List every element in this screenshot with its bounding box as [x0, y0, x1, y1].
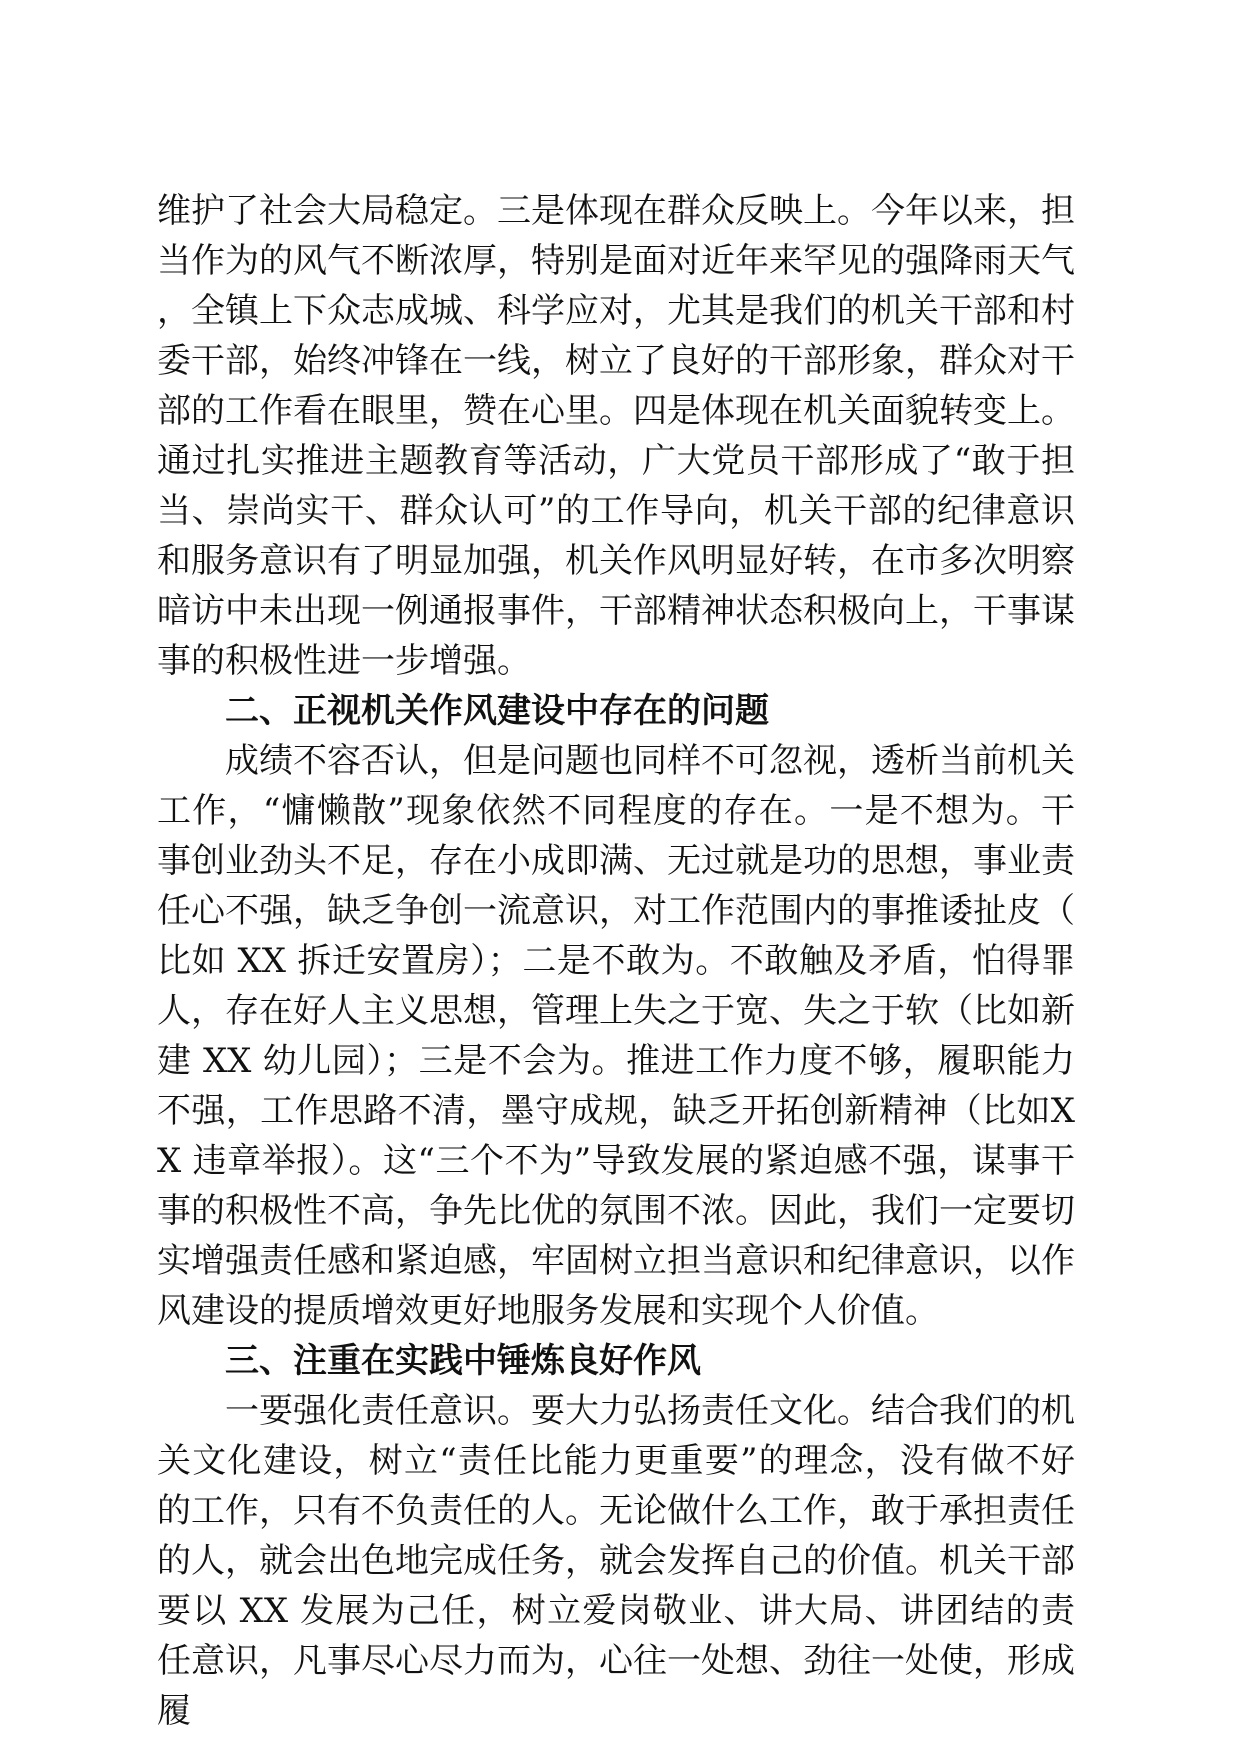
section-heading-3: 三、注重在实践中锤炼良好作风 [225, 1341, 701, 1381]
paragraph-continuation: 维护了社会大局稳定。三是体现在群众反映上。今年以来，担当作为的风气不断浓厚，特别是面对近年来罕见的强降雨天气，全镇上下众志成城、科学应对，尤其是我们的机关干部和村委干部，始终冲锋在一线，树立了良好的干部形象，群众对干部的工作看在眼里，赞在心里。四是体现在机关面貌转变上。通过扎实推进主题教育等活动，广大党员干部形成了“敢于担当、崇尚实干、群众认可”的工作导向，机关干部的纪律意识和服务意识有了明显加强，机关作风明显好转，在市多次明察暗访中未出现一例通报事件，干部精神状态积极向上，干事谋事的积极性进一步增强。 [157, 191, 1075, 681]
document-body [157, 186, 1075, 1736]
paragraph-responsibility: 一要强化责任意识。要大力弘扬责任文化。结合我们的机关文化建设，树立“责任比能力更重要”的理念，没有做不好的工作，只有不负责任的人。无论做什么工作，敢于承担责任的人，就会出色地完成任务，就会发挥自己的价值。机关干部要以 XX 发展为己任，树立爱岗敬业、讲大局、讲团结的责任意识，凡事尽心尽力而为，心往一处想、劲往一处使，形成履 [157, 1391, 1075, 1731]
section-heading-2: 二、正视机关作风建设中存在的问题 [225, 691, 769, 731]
paragraph-problems: 成绩不容否认，但是问题也同样不可忽视，透析当前机关工作，“慵懒散”现象依然不同程度的存在。一是不想为。干事创业劲头不足，存在小成即满、无过就是功的思想，事业责任心不强，缺乏争创一流意识，对工作范围内的事推诿扯皮（比如 XX 拆迁安置房）；二是不敢为。不敢触及矛盾，怕得罪人，存在好人主义思想，管理上失之于宽、失之于软（比如新建 XX 幼儿园）；三是不会为。推进工作力度不够，履职能力不强，工作思路不清，墨守成规，缺乏开拓创新精神（比如XX 违章举报）。这“三个不为”导致发展的紧迫感不强，谋事干事的积极性不高，争先比优的氛围不浓。因此，我们一定要切实增强责任感和紧迫感，牢固树立担当意识和纪律意识，以作风建设的提质增效更好地服务发展和实现个人价值。 [157, 741, 1075, 1331]
